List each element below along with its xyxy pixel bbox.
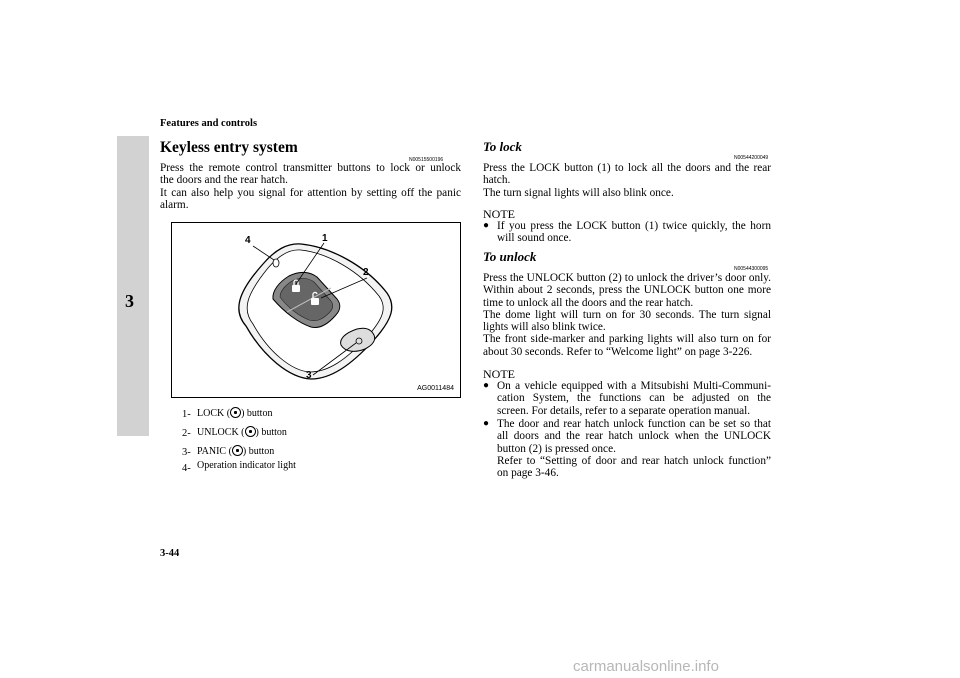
note-line: screen. For details, refer to a separate operation manual. bbox=[497, 404, 751, 417]
lock-line: Press the LOCK button (1) to lock all the doors and the rear bbox=[483, 162, 771, 174]
note-line: On a vehicle equipped with a Mitsubishi Multi-Communi- bbox=[497, 380, 771, 392]
lock-note bbox=[483, 220, 771, 245]
lock-heading: To lock bbox=[483, 139, 522, 154]
unlock-line: The dome light will turn on for 30 seconds. The turn signal bbox=[483, 308, 771, 321]
legend-item bbox=[182, 404, 191, 422]
unlock-note-1 bbox=[483, 380, 771, 417]
note-line: on page 3-46. bbox=[497, 467, 559, 480]
note-line: If you press the LOCK button (1) twice quickly, the horn bbox=[497, 220, 771, 232]
legend-text-post: ) button bbox=[242, 446, 275, 457]
unlock-icon bbox=[245, 426, 256, 437]
section-code: N00515500196 bbox=[409, 157, 444, 163]
note-line: all doors and the rear hatch unlock when the UNLOCK bbox=[497, 430, 771, 443]
unlock-note-2 bbox=[483, 418, 771, 479]
unlock-line: about 30 seconds. Refer to “Welcome light” on page 3-226. bbox=[483, 345, 753, 358]
legend-label: Operation indicator light bbox=[197, 460, 296, 471]
page-number: 3-44 bbox=[160, 548, 180, 559]
legend-label bbox=[197, 407, 272, 419]
legend-number: 3- bbox=[182, 447, 191, 458]
intro-paragraph bbox=[160, 162, 461, 211]
note-line: Refer to “Setting of door and rear hatch unlock function” bbox=[497, 454, 771, 467]
legend-number: 1- bbox=[182, 409, 191, 420]
note-line: The door and rear hatch unlock function can be set so that bbox=[497, 418, 771, 430]
section-title: Keyless entry system bbox=[160, 139, 298, 156]
lock-paragraph bbox=[483, 162, 771, 199]
legend-label bbox=[197, 445, 274, 457]
callout-1: 1 bbox=[322, 233, 328, 244]
callout-4: 4 bbox=[245, 235, 251, 246]
intro-line: Press the remote control transmitter buttons to lock or unlock bbox=[160, 162, 461, 174]
panic-icon bbox=[232, 445, 243, 456]
lock-line: hatch. bbox=[483, 174, 511, 187]
lock-code: N00544200049 bbox=[734, 155, 769, 161]
legend-number: 2- bbox=[182, 428, 191, 439]
note-line: cation System, the functions can be adjusted on the bbox=[497, 392, 771, 405]
unlock-paragraph bbox=[483, 272, 771, 358]
legend-text-pre: PANIC ( bbox=[197, 446, 232, 457]
callout-3: 3 bbox=[306, 370, 312, 381]
chapter-number: 3 bbox=[125, 291, 134, 311]
unlock-line: Within about 2 seconds, press the UNLOCK button one more bbox=[483, 284, 771, 297]
legend-text-pre: LOCK ( bbox=[197, 408, 231, 419]
legend-text-post: ) button bbox=[255, 427, 287, 438]
unlock-line: lights will also blink twice. bbox=[483, 321, 606, 334]
note-line: will sound once. bbox=[497, 232, 572, 245]
callout-2: 2 bbox=[363, 267, 369, 278]
legend-item bbox=[182, 423, 191, 441]
intro-line: the doors and the rear hatch. bbox=[160, 174, 288, 187]
intro-line: It can also help you signal for attention by setting off the panic bbox=[160, 186, 461, 199]
legend-text-pre: UNLOCK ( bbox=[197, 427, 245, 438]
legend-text-post: ) button bbox=[241, 408, 273, 419]
running-header: Features and controls bbox=[160, 118, 258, 129]
unlock-line: time to unlock all the doors and the rear hatch. bbox=[483, 296, 694, 309]
note-label: NOTE bbox=[483, 367, 515, 381]
bullet-icon: ● bbox=[483, 220, 490, 231]
unlock-line: Press the UNLOCK button (2) to unlock the driver’s door only. bbox=[483, 272, 771, 284]
lock-icon bbox=[230, 407, 241, 418]
unlock-code: N00544300095 bbox=[734, 266, 769, 272]
unlock-heading: To unlock bbox=[483, 249, 537, 264]
chapter-tab bbox=[117, 136, 149, 436]
bullet-icon: ● bbox=[483, 380, 490, 391]
legend-number: 4- bbox=[182, 463, 191, 474]
figure-code: AG0011484 bbox=[417, 385, 454, 392]
key-fob-illustration bbox=[172, 223, 460, 397]
legend-item bbox=[182, 458, 191, 476]
unlock-line: The front side-marker and parking lights will also turn on for bbox=[483, 333, 771, 346]
watermark: carmanualsonline.info bbox=[573, 658, 719, 675]
legend-label bbox=[197, 426, 287, 438]
key-fob-figure bbox=[171, 222, 461, 398]
note-line: button (2) is pressed once. bbox=[497, 442, 616, 455]
bullet-icon: ● bbox=[483, 418, 490, 429]
intro-line: alarm. bbox=[160, 198, 189, 211]
lock-line: The turn signal lights will also blink once. bbox=[483, 186, 674, 199]
note-label: NOTE bbox=[483, 207, 515, 221]
